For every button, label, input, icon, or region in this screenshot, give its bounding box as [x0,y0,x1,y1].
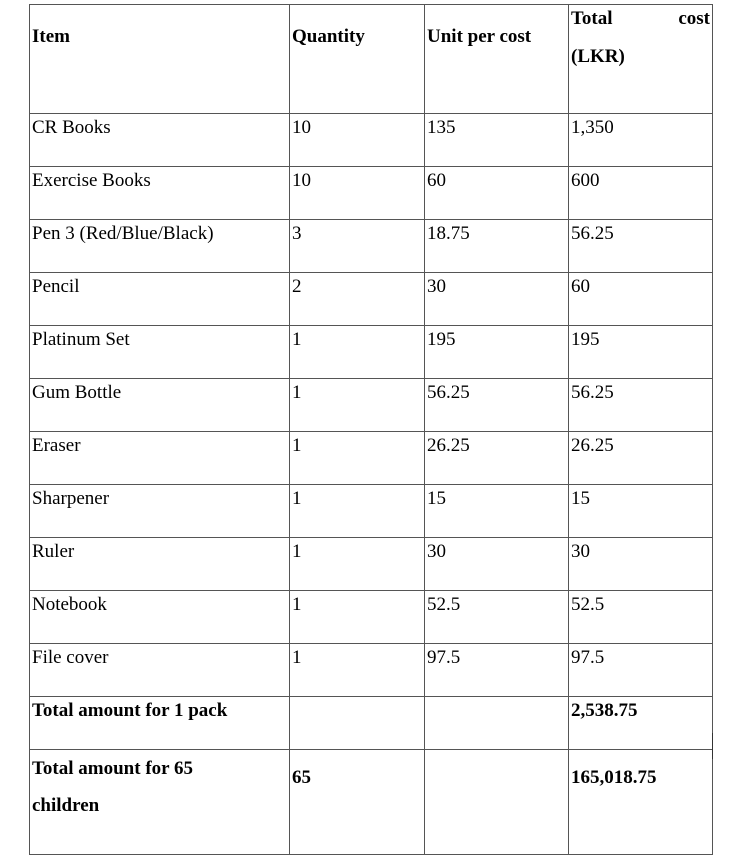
total-cost-cell: 97.5 [569,644,713,697]
unit-cost-cell: 97.5 [425,644,569,697]
total-cost-cell: 30 [569,538,713,591]
table-row [30,432,713,485]
quantity-cell: 10 [290,114,425,167]
header-quantity: Quantity [290,5,425,114]
total-pack-quantity [290,697,425,750]
header-total-word: Total [571,8,613,29]
total-children-label-line1: Total amount for 65 [32,758,193,779]
table-row [30,591,713,644]
quantity-cell: 1 [290,644,425,697]
total-cost-cell: 56.25 [569,379,713,432]
unit-cost-cell: 30 [425,538,569,591]
total-cost-cell: 1,350 [569,114,713,167]
cost-table [29,4,713,855]
unit-cost-cell: 26.25 [425,432,569,485]
table-row [30,485,713,538]
item-cell: Gum Bottle [30,379,290,432]
quantity-cell: 1 [290,326,425,379]
table-row [30,114,713,167]
item-cell: Sharpener [30,485,290,538]
unit-cost-cell: 30 [425,273,569,326]
total-cost-cell: 195 [569,326,713,379]
item-cell: Pen 3 (Red/Blue/Black) [30,220,290,273]
item-cell: File cover [30,644,290,697]
item-cell: Ruler [30,538,290,591]
table-row [30,273,713,326]
total-children-label-line2: children [32,795,100,816]
table-row [30,220,713,273]
table-edge-mark [712,733,713,759]
item-cell: Platinum Set [30,326,290,379]
item-cell: CR Books [30,114,290,167]
header-total-cost [569,5,713,114]
unit-cost-cell: 135 [425,114,569,167]
quantity-cell: 10 [290,167,425,220]
item-cell: Eraser [30,432,290,485]
total-children-value: 165,018.75 [569,750,713,855]
total-cost-cell: 56.25 [569,220,713,273]
total-children-label [30,750,290,855]
header-item: Item [30,5,290,114]
total-cost-cell: 26.25 [569,432,713,485]
total-children-unit-cost [425,750,569,855]
table-row [30,538,713,591]
total-pack-row [30,697,713,750]
table-row [30,326,713,379]
total-pack-value: 2,538.75 [569,697,713,750]
item-cell: Pencil [30,273,290,326]
item-cell: Exercise Books [30,167,290,220]
total-cost-cell: 600 [569,167,713,220]
table-row [30,379,713,432]
total-cost-cell: 15 [569,485,713,538]
total-children-row [30,750,713,855]
total-pack-unit-cost [425,697,569,750]
quantity-cell: 1 [290,379,425,432]
quantity-cell: 1 [290,591,425,644]
quantity-cell: 1 [290,432,425,485]
header-total-unit: (LKR) [571,46,625,67]
unit-cost-cell: 18.75 [425,220,569,273]
unit-cost-cell: 15 [425,485,569,538]
total-cost-cell: 52.5 [569,591,713,644]
total-cost-cell: 60 [569,273,713,326]
quantity-cell: 2 [290,273,425,326]
table-row [30,644,713,697]
quantity-cell: 3 [290,220,425,273]
header-cost-word: cost [678,8,710,29]
table-row [30,167,713,220]
total-pack-label: Total amount for 1 pack [30,697,290,750]
header-unit-cost: Unit per cost [425,5,569,114]
unit-cost-cell: 52.5 [425,591,569,644]
item-cell: Notebook [30,591,290,644]
quantity-cell: 1 [290,538,425,591]
unit-cost-cell: 60 [425,167,569,220]
unit-cost-cell: 195 [425,326,569,379]
header-row [30,5,713,114]
total-children-quantity: 65 [290,750,425,855]
quantity-cell: 1 [290,485,425,538]
unit-cost-cell: 56.25 [425,379,569,432]
